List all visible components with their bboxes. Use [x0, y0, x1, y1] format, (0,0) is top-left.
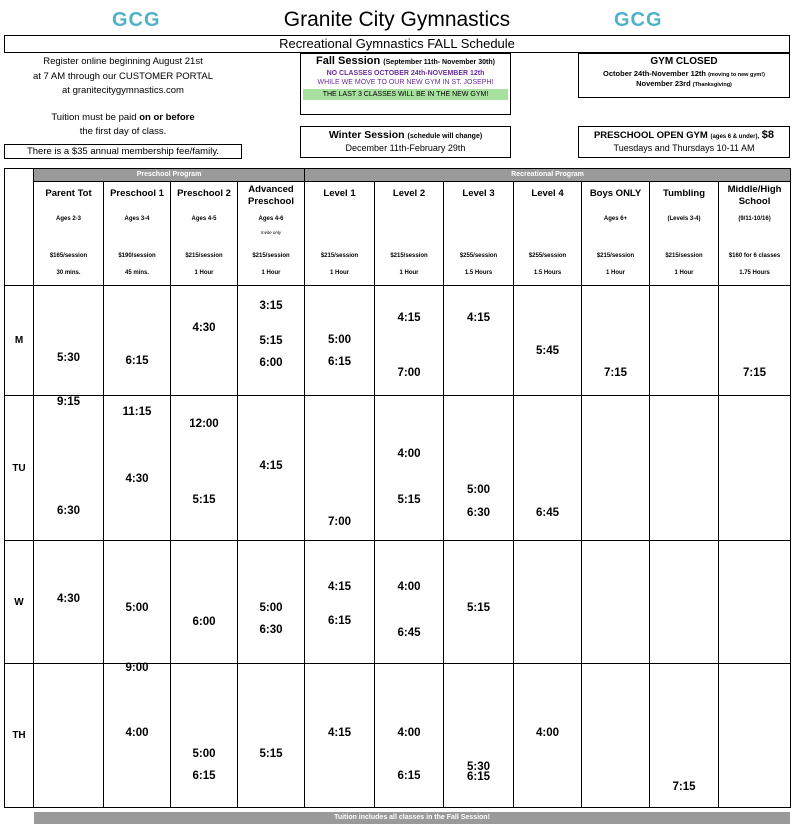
column-header-1 [104, 182, 171, 286]
open-gym-heading [579, 129, 789, 141]
class-time: 11:15 [122, 406, 152, 418]
class-time: 4:15 [467, 312, 491, 324]
footer-banner: Tuition includes all classes in the Fall Session! [34, 812, 790, 824]
column-header-5 [375, 182, 444, 286]
class-time: 6:45 [397, 627, 421, 639]
schedule-cell [238, 396, 305, 541]
schedule-cell [171, 286, 238, 396]
column-price: $215/session [596, 253, 635, 259]
class-time: 6:15 [397, 770, 421, 782]
logo-left: GCG [112, 9, 161, 31]
column-name: Middle/High School [727, 184, 782, 207]
column-header-3 [238, 182, 305, 286]
day-label: TH [5, 664, 34, 808]
column-name: Level 4 [531, 188, 564, 199]
class-time: 6:30 [259, 624, 283, 636]
column-ages: Ages 3-4 [124, 216, 150, 222]
class-time: 5:15 [397, 494, 421, 506]
class-time: 7:15 [743, 367, 767, 379]
day-label: W [5, 541, 34, 664]
schedule-cell [238, 286, 305, 396]
no-classes-notice: NO CLASSES OCTOBER 24th-NOVEMBER 12th [326, 70, 485, 77]
schedule-cell [719, 286, 791, 396]
column-dur: 1 Hour [606, 270, 626, 276]
class-time: 4:15 [259, 460, 283, 472]
class-time: 5:00 [259, 602, 283, 614]
column-price: $255/session [528, 253, 567, 259]
recreational-group-header: Recreational Program [305, 169, 791, 182]
gym-closed-date2: November 23rd [636, 79, 691, 88]
schedule-cell [375, 664, 444, 808]
column-dur: 30 mins. [56, 270, 81, 276]
class-time: 6:15 [467, 771, 491, 783]
class-time: 5:45 [536, 345, 560, 357]
column-dur: 1 Hour [330, 270, 350, 276]
class-time: 7:15 [604, 367, 628, 379]
open-gym-times: Tuesdays and Thursdays 10-11 AM [613, 143, 755, 153]
class-time: 5:00 [328, 334, 352, 346]
corner-cell-lower [5, 182, 34, 286]
schedule-cell [238, 664, 305, 808]
schedule-cell [582, 541, 650, 664]
schedule-cell [582, 396, 650, 541]
winter-session-box [300, 126, 511, 158]
schedule-cell [305, 286, 375, 396]
day-row-wednesday [5, 541, 791, 664]
tuition-line1 [4, 111, 242, 126]
column-header-7 [514, 182, 582, 286]
schedule-cell [650, 286, 719, 396]
column-ages: (Levels 3-4) [667, 216, 701, 222]
class-time: 5:30 [56, 352, 81, 364]
moving-notice: WHILE WE MOVE TO OUR NEW GYM IN ST. JOSEPH! [317, 79, 494, 86]
column-dur: 1.5 Hours [533, 270, 562, 276]
class-time: 9:15 [56, 396, 81, 408]
class-time: 4:00 [125, 727, 149, 739]
last-classes-notice: THE LAST 3 CLASSES WILL BE IN THE NEW GYM! [303, 89, 508, 100]
schedule-cell [650, 664, 719, 808]
column-name: Level 1 [323, 188, 356, 199]
schedule-cell [514, 396, 582, 541]
tuition-line2: the first day of class. [79, 126, 167, 137]
column-ages: Ages 6+ [603, 216, 628, 222]
column-header-row [5, 182, 791, 286]
class-time: 4:00 [397, 448, 421, 460]
column-dur: 45 mins. [124, 270, 149, 276]
schedule-cell [104, 541, 171, 664]
gym-closed-title: GYM CLOSED [650, 56, 718, 67]
gym-closed-line2 [579, 79, 789, 88]
column-name: Preschool 2 [177, 188, 231, 199]
gym-closed-box [578, 53, 790, 98]
schedule-cell [34, 664, 104, 808]
schedule-cell [514, 286, 582, 396]
column-header-0 [34, 182, 104, 286]
schedule-cell [582, 286, 650, 396]
schedule-cell [104, 664, 171, 808]
class-time: 5:00 [125, 602, 149, 614]
schedule-cell [650, 541, 719, 664]
class-time: 5:30 [467, 761, 491, 773]
class-time: 5:00 [467, 484, 491, 496]
logo-right: GCG [614, 9, 663, 31]
schedule-cell [719, 396, 791, 541]
column-name: Advanced Preschool [248, 184, 294, 207]
class-time: 5:00 [192, 748, 216, 760]
register-line1: Register online beginning August 21st [43, 56, 203, 67]
fall-session-heading [301, 55, 510, 67]
schedule-cell [719, 541, 791, 664]
column-ages: Ages 4-5 [191, 216, 217, 222]
column-price: $215/session [320, 253, 359, 259]
class-time: 4:15 [328, 581, 352, 593]
gym-closed-note1: (moving to new gym!) [708, 72, 765, 78]
column-ages: Ages 4-6 [258, 216, 284, 222]
class-time: 6:45 [536, 507, 560, 519]
tuition-prefix: Tuition must be paid [51, 111, 137, 123]
open-gym-box [578, 126, 790, 158]
column-header-4 [305, 182, 375, 286]
page-subtitle: Recreational Gymnastics FALL Schedule [4, 35, 790, 53]
schedule-cell [34, 286, 104, 396]
register-line2: at 7 AM through our CUSTOMER PORTAL [32, 70, 214, 82]
column-header-2 [171, 182, 238, 286]
day-label: TU [5, 396, 34, 541]
schedule-cell [305, 541, 375, 664]
column-name: Level 2 [392, 188, 426, 199]
class-time: 5:15 [192, 494, 216, 506]
schedule-cell [34, 396, 104, 541]
column-header-6 [444, 182, 514, 286]
class-time: 4:30 [125, 473, 149, 485]
schedule-cell [238, 541, 305, 664]
class-time: 4:15 [397, 312, 421, 324]
schedule-cell [444, 396, 514, 541]
open-gym-price: $8 [761, 129, 775, 141]
preschool-group-header: Preschool Program [34, 169, 305, 182]
column-dur: 1 Hour [194, 270, 214, 276]
schedule-cell [444, 664, 514, 808]
column-name: Parent Tot [45, 188, 92, 199]
column-note: Invite only [260, 230, 282, 235]
registration-info [4, 55, 242, 140]
column-name: Tumbling [662, 188, 706, 199]
open-gym-note: (ages 6 & under), [710, 134, 760, 140]
class-time: 6:30 [467, 507, 491, 519]
column-name: Preschool 1 [110, 188, 164, 199]
winter-title: Winter Session [328, 129, 405, 141]
column-price: $255/session [459, 253, 498, 259]
column-header-9 [650, 182, 719, 286]
schedule-cell [171, 396, 238, 541]
column-dur: 1.5 Hours [464, 270, 493, 276]
column-name: Boys ONLY [589, 188, 642, 199]
day-row-thursday [5, 664, 791, 808]
column-price: $215/session [390, 253, 428, 259]
register-line3: at granitecitygymnastics.com [62, 85, 184, 96]
schedule-cell [305, 396, 375, 541]
schedule-cell [514, 541, 582, 664]
schedule-cell [104, 396, 171, 541]
schedule-cell [34, 541, 104, 664]
class-time: 7:00 [397, 367, 421, 379]
winter-heading [301, 129, 510, 141]
fall-session-title: Fall Session [316, 55, 381, 67]
column-price: $215/session [252, 253, 290, 259]
corner-cell [5, 169, 34, 182]
gym-closed-dates: October 24th-November 12th [603, 69, 706, 78]
group-header-row [5, 169, 791, 182]
schedule-cell [444, 541, 514, 664]
winter-note: (schedule will change) [407, 133, 483, 140]
schedule-cell [375, 541, 444, 664]
fall-session-dates: (September 11th- November 30th) [383, 59, 495, 66]
column-header-8 [582, 182, 650, 286]
class-time: 3:15 [259, 300, 283, 312]
schedule-cell [375, 286, 444, 396]
schedule-cell [650, 396, 719, 541]
class-time: 7:15 [672, 781, 696, 793]
column-price: $215/session [185, 253, 223, 259]
class-time: 6:15 [328, 356, 352, 368]
class-time: 4:00 [536, 727, 560, 739]
class-time: 4:30 [56, 593, 81, 605]
schedule-cell [514, 664, 582, 808]
class-time: 4:00 [397, 581, 421, 593]
class-time: 7:00 [328, 516, 352, 528]
schedule-cell [444, 286, 514, 396]
column-dur: 1 Hour [674, 270, 694, 276]
class-time: 6:30 [56, 505, 81, 517]
column-dur: 1.75 Hours [739, 270, 770, 276]
class-time: 6:00 [259, 357, 283, 369]
schedule-cell [171, 541, 238, 664]
page-title: Granite City Gymnastics [283, 8, 511, 31]
column-price: $165/session [49, 253, 88, 259]
gym-closed-line1 [579, 69, 789, 78]
class-time: 9:00 [125, 662, 149, 674]
class-time: 6:15 [192, 770, 216, 782]
open-gym-title: PRESCHOOL OPEN GYM [593, 130, 708, 141]
class-time: 4:00 [397, 727, 421, 739]
fall-session-box [300, 53, 511, 115]
class-time: 5:15 [467, 602, 491, 614]
column-price: $215/session [665, 253, 703, 259]
column-price: $160 for 6 classes [728, 253, 781, 259]
winter-dates: December 11th-February 29th [345, 143, 466, 153]
column-ages: (9/11-10/16) [738, 216, 771, 222]
column-name: Level 3 [462, 188, 495, 199]
class-time: 4:15 [328, 727, 352, 739]
class-time: 12:00 [189, 418, 219, 430]
day-row-tuesday [5, 396, 791, 541]
column-ages: Ages 2-3 [55, 216, 81, 222]
class-time: 6:15 [125, 355, 149, 367]
column-dur: 1 Hour [261, 270, 281, 276]
class-time: 6:15 [328, 615, 352, 627]
column-header-10 [719, 182, 791, 286]
schedule-cell [305, 664, 375, 808]
day-label: M [5, 286, 34, 396]
column-price: $190/session [118, 253, 156, 259]
gym-closed-note2: (Thanksgiving) [692, 82, 732, 88]
schedule-cell [582, 664, 650, 808]
class-time: 4:30 [192, 322, 216, 334]
tuition-bold: on or before [139, 111, 195, 123]
day-row-monday [5, 286, 791, 396]
schedule-cell [375, 396, 444, 541]
schedule-cell [104, 286, 171, 396]
column-dur: 1 Hour [399, 270, 419, 276]
schedule-table [4, 168, 791, 808]
schedule-cell [171, 664, 238, 808]
class-time: 6:00 [192, 616, 216, 628]
class-time: 5:15 [259, 748, 283, 760]
membership-fee: There is a $35 annual membership fee/family. [4, 144, 242, 159]
schedule-cell [719, 664, 791, 808]
class-time: 5:15 [259, 335, 283, 347]
